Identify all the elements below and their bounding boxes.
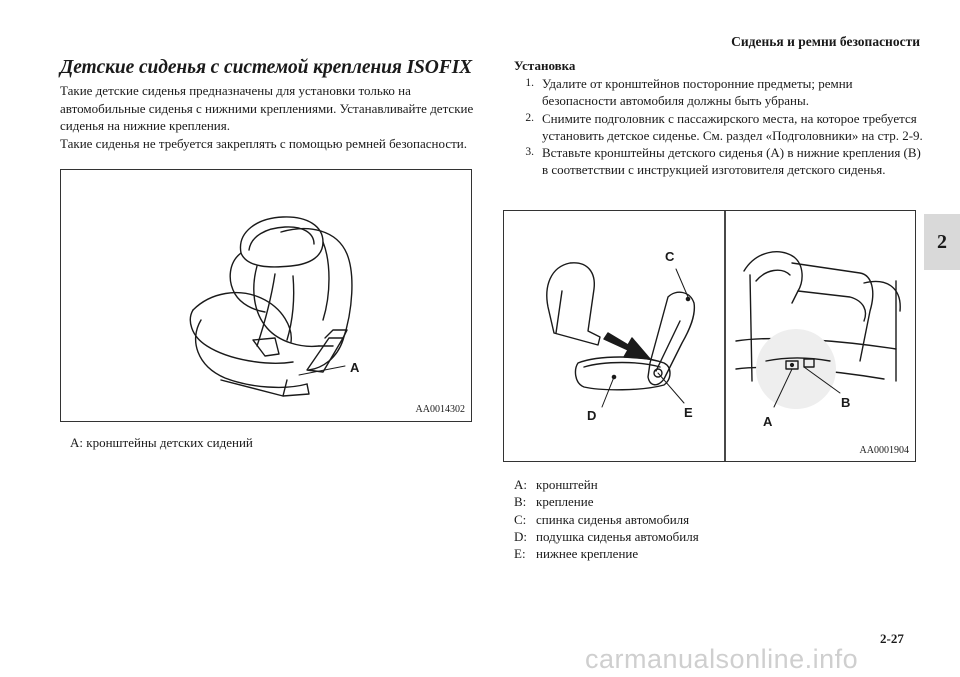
legend-item: B: крепление [514, 494, 594, 510]
step-text: Вставьте кронштейны детского сиденья (A) в нижние крепления (B) в соответствии с инструкцией изготовителя детского сиденья. [542, 145, 921, 178]
step-item [514, 75, 924, 110]
figure-code-left: AA0014302 [415, 404, 465, 415]
intro-paragraph-2: Такие сиденья не требуется закреплять с помощью ремней безопасности. [60, 135, 467, 151]
child-seat-illustration [61, 170, 471, 421]
label-d: D [587, 408, 597, 423]
child-seat-figure [60, 169, 472, 422]
caption-left: A: кронштейны детских сидений [70, 435, 253, 450]
step-text: Удалите от кронштейнов посторонние предметы; ремни безопасности автомобиля должны быть убраны. [542, 76, 853, 109]
running-header: Сиденья и ремни безопасности [731, 34, 920, 49]
intro-text [60, 82, 480, 152]
step-text: Снимите подголовник с пассажирского места, на которое требуется установить детское сиденье. См. раздел «Подголовники» на стр. 2-9. [542, 110, 923, 143]
legend-item: C: спинка сиденья автомобиля [514, 511, 690, 527]
installation-title: Установка [514, 58, 576, 73]
step-item [514, 110, 924, 145]
legend-right [514, 476, 699, 562]
step-number: 1. [525, 77, 534, 89]
figure-code-right: AA0001904 [859, 445, 909, 456]
label-e: E [684, 405, 693, 420]
watermark: carmanualsonline.info [585, 644, 859, 674]
label-a-left: A [350, 360, 360, 375]
label-a-right: A [763, 414, 773, 429]
anchorage-illustration [504, 211, 915, 461]
legend-item: D: подушка сиденья автомобиля [514, 528, 699, 544]
anchorage-figure [503, 210, 916, 462]
installation-steps [514, 75, 924, 179]
page-number: 2-27 [880, 631, 904, 646]
label-b: B [841, 395, 851, 410]
chapter-tab[interactable]: 2 [924, 214, 960, 270]
legend-item: A: кронштейн [514, 477, 598, 492]
intro-paragraph-1: Такие детские сиденья предназначены для установки только на автомобильные сиденья с нижними креплениями. Устанавливайте детские сиденья на нижние крепления. [60, 83, 474, 134]
label-c: C [665, 249, 675, 264]
section-title: Детские сиденья с системой крепления ISOFIX [60, 57, 473, 78]
legend-item: E: нижнее крепление [514, 546, 639, 562]
step-number: 3. [525, 146, 534, 159]
step-item [514, 144, 924, 179]
step-number: 2. [525, 111, 534, 124]
